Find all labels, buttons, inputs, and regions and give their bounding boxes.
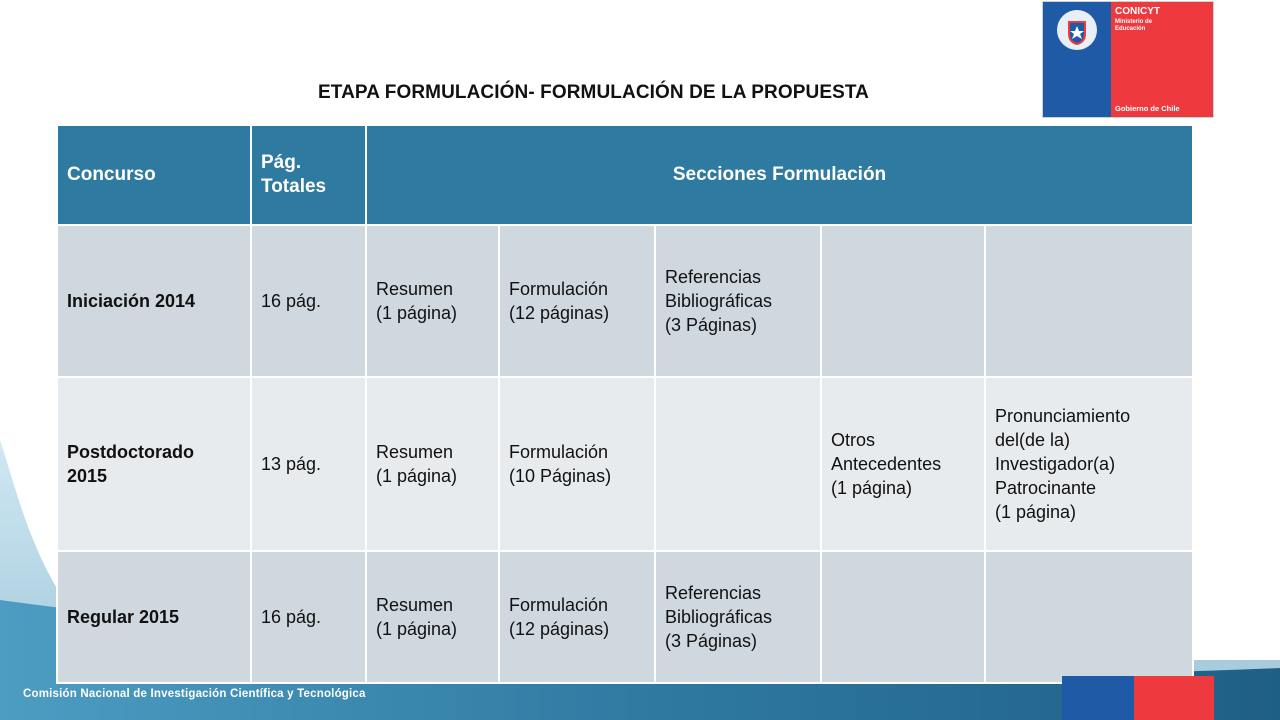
logo-red-panel xyxy=(1111,2,1213,117)
cell-line: Resumen xyxy=(376,595,454,615)
cell-line: Formulación xyxy=(509,595,609,615)
cell-pronunciamiento xyxy=(985,377,1193,551)
cell-empty xyxy=(821,225,985,377)
cell-line: (1 página) xyxy=(995,502,1077,522)
cell-line: (10 Páginas) xyxy=(509,466,612,486)
cell-resumen xyxy=(366,551,499,683)
logo-ministry-line2: Educación xyxy=(1115,26,1146,32)
cell-line: Resumen xyxy=(376,442,454,462)
cell-line: Resumen xyxy=(376,279,454,299)
cell-formulacion xyxy=(499,225,655,377)
cell-line: (1 página) xyxy=(376,466,458,486)
cell-line: (1 página) xyxy=(376,619,458,639)
cell-line: Antecedentes xyxy=(831,454,942,474)
cell-empty xyxy=(985,225,1193,377)
cell-line: Otros xyxy=(831,430,876,450)
header-concurso: Concurso xyxy=(57,125,251,225)
cell-line: (12 páginas) xyxy=(509,619,610,639)
cell-line: Patrocinante xyxy=(995,478,1097,498)
corner-flag-red xyxy=(1134,676,1214,720)
cell-referencias xyxy=(655,551,821,683)
cell-resumen xyxy=(366,225,499,377)
cell-line: (3 Páginas) xyxy=(665,631,758,651)
table-row xyxy=(57,377,1193,551)
coat-of-arms-icon xyxy=(1053,6,1101,54)
cell-line: Bibliográficas xyxy=(665,291,773,311)
logo-ministry xyxy=(1115,19,1152,33)
table-row xyxy=(57,551,1193,683)
cell-line: Investigador(a) xyxy=(995,454,1116,474)
logo-government: Gobierno de Chile xyxy=(1115,104,1180,113)
slide-title: ETAPA FORMULACIÓN- FORMULACIÓN DE LA PROPUESTA xyxy=(318,82,869,103)
cell-concurso xyxy=(57,377,251,551)
cell-paginas: 13 pág. xyxy=(251,377,366,551)
logo-name: CONICYT xyxy=(1115,6,1160,17)
corner-flag-blue xyxy=(1062,676,1134,720)
cell-line: (1 página) xyxy=(831,478,913,498)
cell-line: (12 páginas) xyxy=(509,303,610,323)
cell-formulacion xyxy=(499,551,655,683)
cell-paginas: 16 pág. xyxy=(251,225,366,377)
cell-empty xyxy=(821,551,985,683)
cell-line: Referencias xyxy=(665,583,762,603)
header-paginas-line2: Totales xyxy=(261,176,327,197)
header-secciones: Secciones Formulación xyxy=(366,125,1193,225)
cell-line: (3 Páginas) xyxy=(665,315,758,335)
cell-line: Referencias xyxy=(665,267,762,287)
formulation-table xyxy=(56,124,1194,684)
cell-empty xyxy=(655,377,821,551)
cell-resumen xyxy=(366,377,499,551)
conicyt-logo xyxy=(1042,1,1214,118)
cell-line: Formulación xyxy=(509,442,609,462)
cell-empty xyxy=(985,551,1193,683)
cell-concurso: Iniciación 2014 xyxy=(57,225,251,377)
cell-referencias xyxy=(655,225,821,377)
header-paginas-line1: Pág. xyxy=(261,152,302,173)
cell-formulacion xyxy=(499,377,655,551)
cell-line: Bibliográficas xyxy=(665,607,773,627)
header-paginas xyxy=(251,125,366,225)
cell-line: 2015 xyxy=(67,466,108,486)
cell-line: del(de la) xyxy=(995,430,1071,450)
cell-line: Pronunciamiento xyxy=(995,406,1131,426)
logo-blue-panel xyxy=(1043,2,1111,117)
cell-concurso: Regular 2015 xyxy=(57,551,251,683)
cell-line: (1 página) xyxy=(376,303,458,323)
cell-line: Postdoctorado xyxy=(67,442,195,462)
logo-ministry-line1: Ministerio de xyxy=(1115,19,1153,25)
cell-paginas: 16 pág. xyxy=(251,551,366,683)
table-row xyxy=(57,225,1193,377)
cell-otros xyxy=(821,377,985,551)
table-header-row xyxy=(57,125,1193,225)
corner-flag xyxy=(1062,676,1214,720)
cell-line: Formulación xyxy=(509,279,609,299)
footer-text: Comisión Nacional de Investigación Científica y Tecnológica xyxy=(23,688,366,700)
